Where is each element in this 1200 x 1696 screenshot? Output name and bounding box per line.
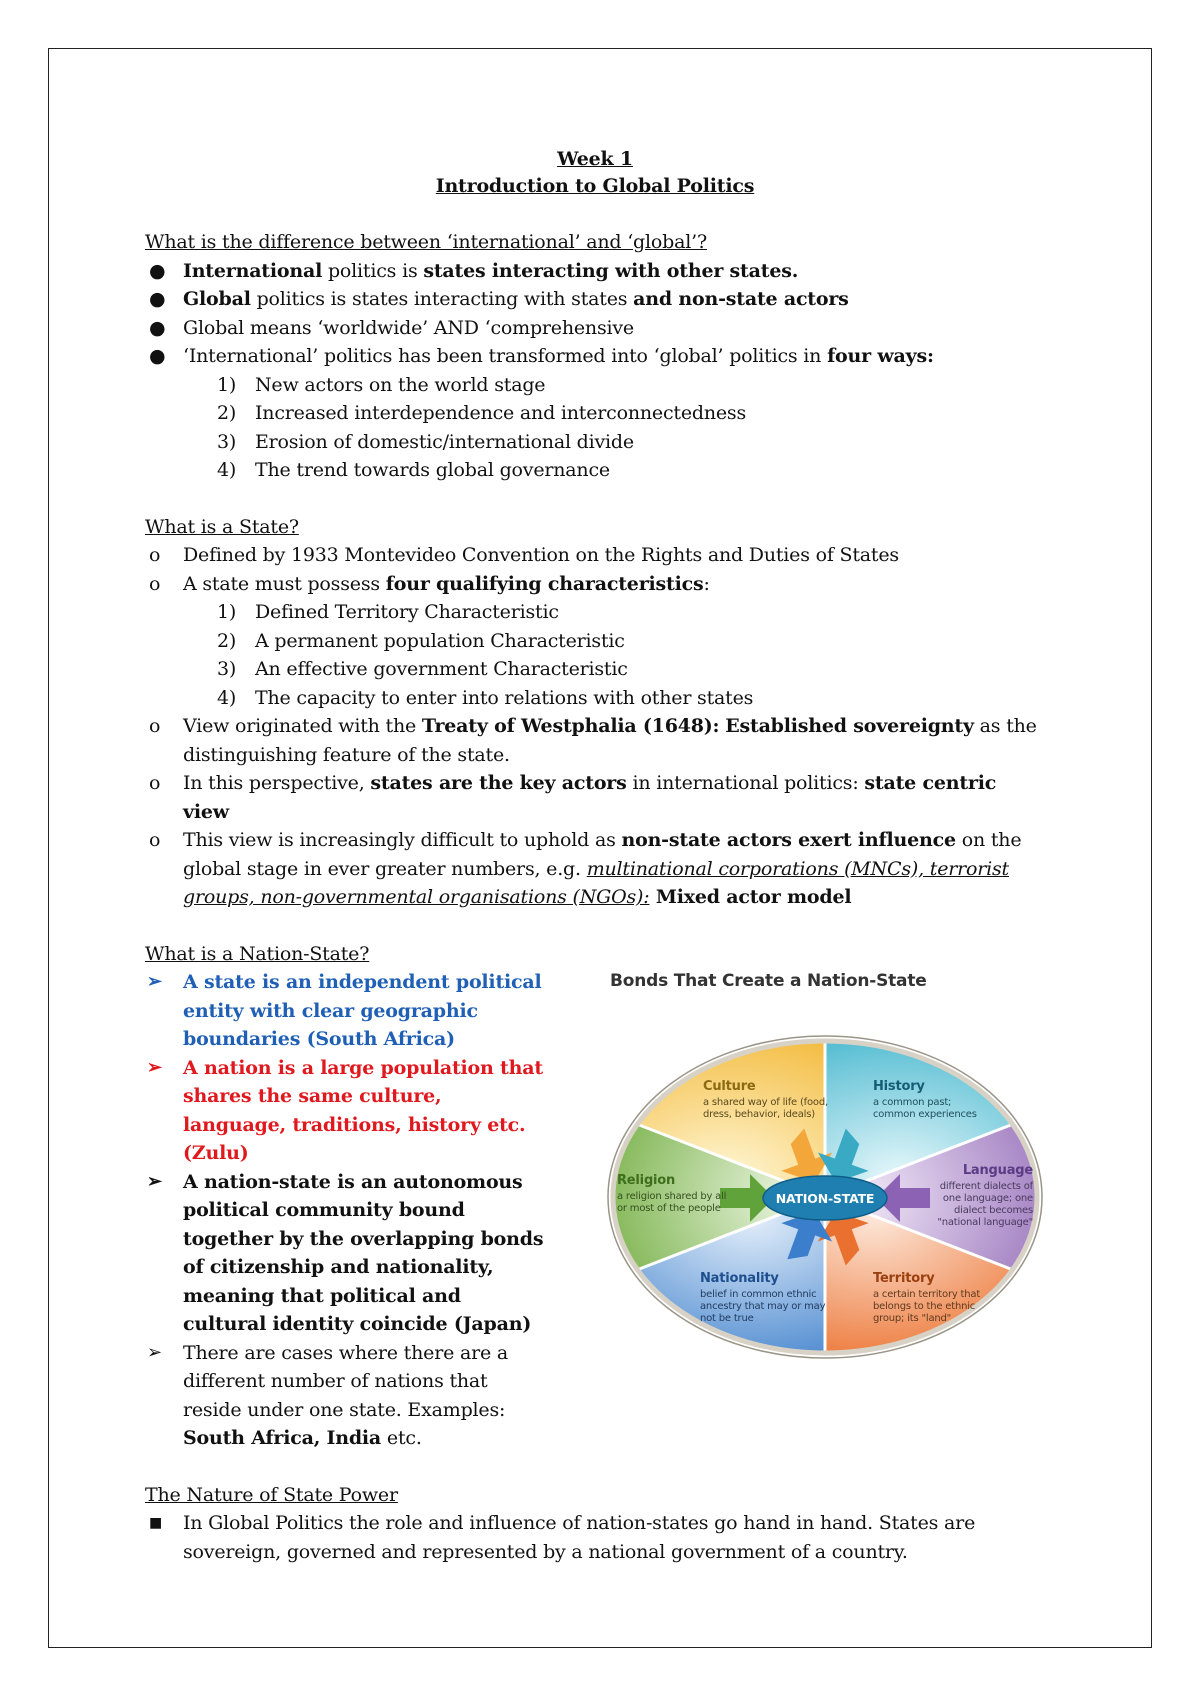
section-heading-international-global: What is the difference between ‘international’ and ‘global’? <box>145 231 707 253</box>
language-desc: dialect becomes <box>953 1204 1033 1216</box>
list-item: 1) New actors on the world stage <box>217 373 546 396</box>
nationality-desc: belief in common ethnic <box>700 1288 817 1300</box>
section-heading-state-power: The Nature of State Power <box>145 1483 398 1506</box>
section-heading-state: What is a State? <box>145 515 299 538</box>
culture-desc: dress, behavior, ideals) <box>703 1108 815 1120</box>
territory-desc: a certain territory that <box>873 1288 981 1300</box>
religion-desc: a religion shared by all <box>617 1190 727 1202</box>
culture-desc: a shared way of life (food, <box>703 1096 828 1108</box>
territory-desc: group; its "land" <box>873 1312 952 1324</box>
language-desc: "national language" <box>937 1216 1033 1228</box>
page-title: Introduction to Global Politics <box>435 175 755 197</box>
language-desc: one language; one <box>942 1192 1033 1204</box>
list-item: ● ‘International’ politics has been transformed into ‘global’ politics in four ways: <box>149 345 934 367</box>
list-item: 3) Erosion of domestic/international divide <box>217 430 634 453</box>
four-ways-list <box>145 371 1045 485</box>
international-global-list <box>145 257 1045 371</box>
list-item: ➢ A nation is a large population that shares the same culture, language, traditions, history etc. (Zulu) <box>147 1056 543 1164</box>
nation-state-diagram <box>600 962 1050 1372</box>
language-desc: different dialects of <box>939 1180 1033 1192</box>
nationality-desc: ancestry that may or may <box>700 1300 826 1312</box>
list-item: 4) The capacity to enter into relations with other states <box>217 686 754 709</box>
territory-label: Territory <box>873 1270 935 1286</box>
diagram-title: Bonds That Create a Nation-State <box>610 970 927 991</box>
list-item: o View originated with the Treaty of Westphalia (1648): Established sovereignty as the distinguishing feature of the state. <box>149 715 1037 766</box>
week-title: Week 1 <box>557 148 633 170</box>
list-item: o Defined by 1933 Montevideo Convention on the Rights and Duties of States <box>149 544 899 566</box>
language-label: Language <box>962 1162 1033 1178</box>
list-item: ● International politics is states interacting with other states. <box>149 259 799 282</box>
list-item: ➢ A state is an independent political entity with clear geographic boundaries (South Africa) <box>147 971 542 1050</box>
territory-desc: belongs to the ethnic <box>873 1300 976 1312</box>
list-item: 1) Defined Territory Characteristic <box>217 601 559 623</box>
list-item: o This view is increasingly difficult to uphold as non-state actors exert influence on the global stage in ever greater numbers, e.g. multinational corporations (MNCs), terrorist groups, non-governmental organisations (NGOs): Mixed actor model <box>149 829 1022 908</box>
state-list <box>145 541 1045 598</box>
state-power-list <box>145 1509 1045 1566</box>
religion-desc: or most of the people <box>617 1202 721 1214</box>
list-item: o A state must possess four qualifying characteristics: <box>149 572 710 595</box>
list-item: ➢ A nation-state is an autonomous political community bound together by the overlapping bonds of citizenship and nationality, meaning that political and cultural identity coincide (Japan) <box>147 1170 544 1335</box>
list-item: 3) An effective government Characteristic <box>217 658 628 680</box>
list-item: ● Global politics is states interacting with states and non-state actors <box>149 288 849 310</box>
history-desc: common experiences <box>873 1108 977 1120</box>
characteristics-list <box>145 598 1045 712</box>
list-item: ● Global means ‘worldwide’ AND ‘comprehensive <box>149 316 634 339</box>
history-desc: a common past; <box>873 1096 952 1108</box>
list-item: 2) A permanent population Characteristic <box>217 629 625 652</box>
document-body <box>145 146 1045 1566</box>
section-heading-nation-state: What is a Nation-State? <box>145 942 370 965</box>
nation-state-section <box>145 940 1045 1453</box>
nation-state-list <box>145 968 550 1453</box>
culture-label: Culture <box>703 1078 756 1094</box>
state-list-continued <box>145 712 1045 912</box>
list-item: 2) Increased interdependence and interconnectedness <box>217 402 747 424</box>
nationality-desc: not be true <box>700 1312 754 1324</box>
history-label: History <box>873 1078 925 1094</box>
list-item: ➢ There are cases where there are a different number of nations that reside under one state. Examples: South Africa, India etc. <box>147 1341 508 1449</box>
list-item: 4) The trend towards global governance <box>217 459 610 481</box>
list-item: o In this perspective, states are the key actors in international politics: state centric view <box>149 772 997 823</box>
list-item: ■ In Global Politics the role and influence of nation-states go hand in hand. States are sovereign, governed and represented by a national government of a country. <box>149 1512 976 1563</box>
nationality-label: Nationality <box>700 1270 779 1286</box>
center-label: NATION-STATE <box>775 1190 875 1206</box>
religion-label: Religion <box>617 1172 676 1188</box>
